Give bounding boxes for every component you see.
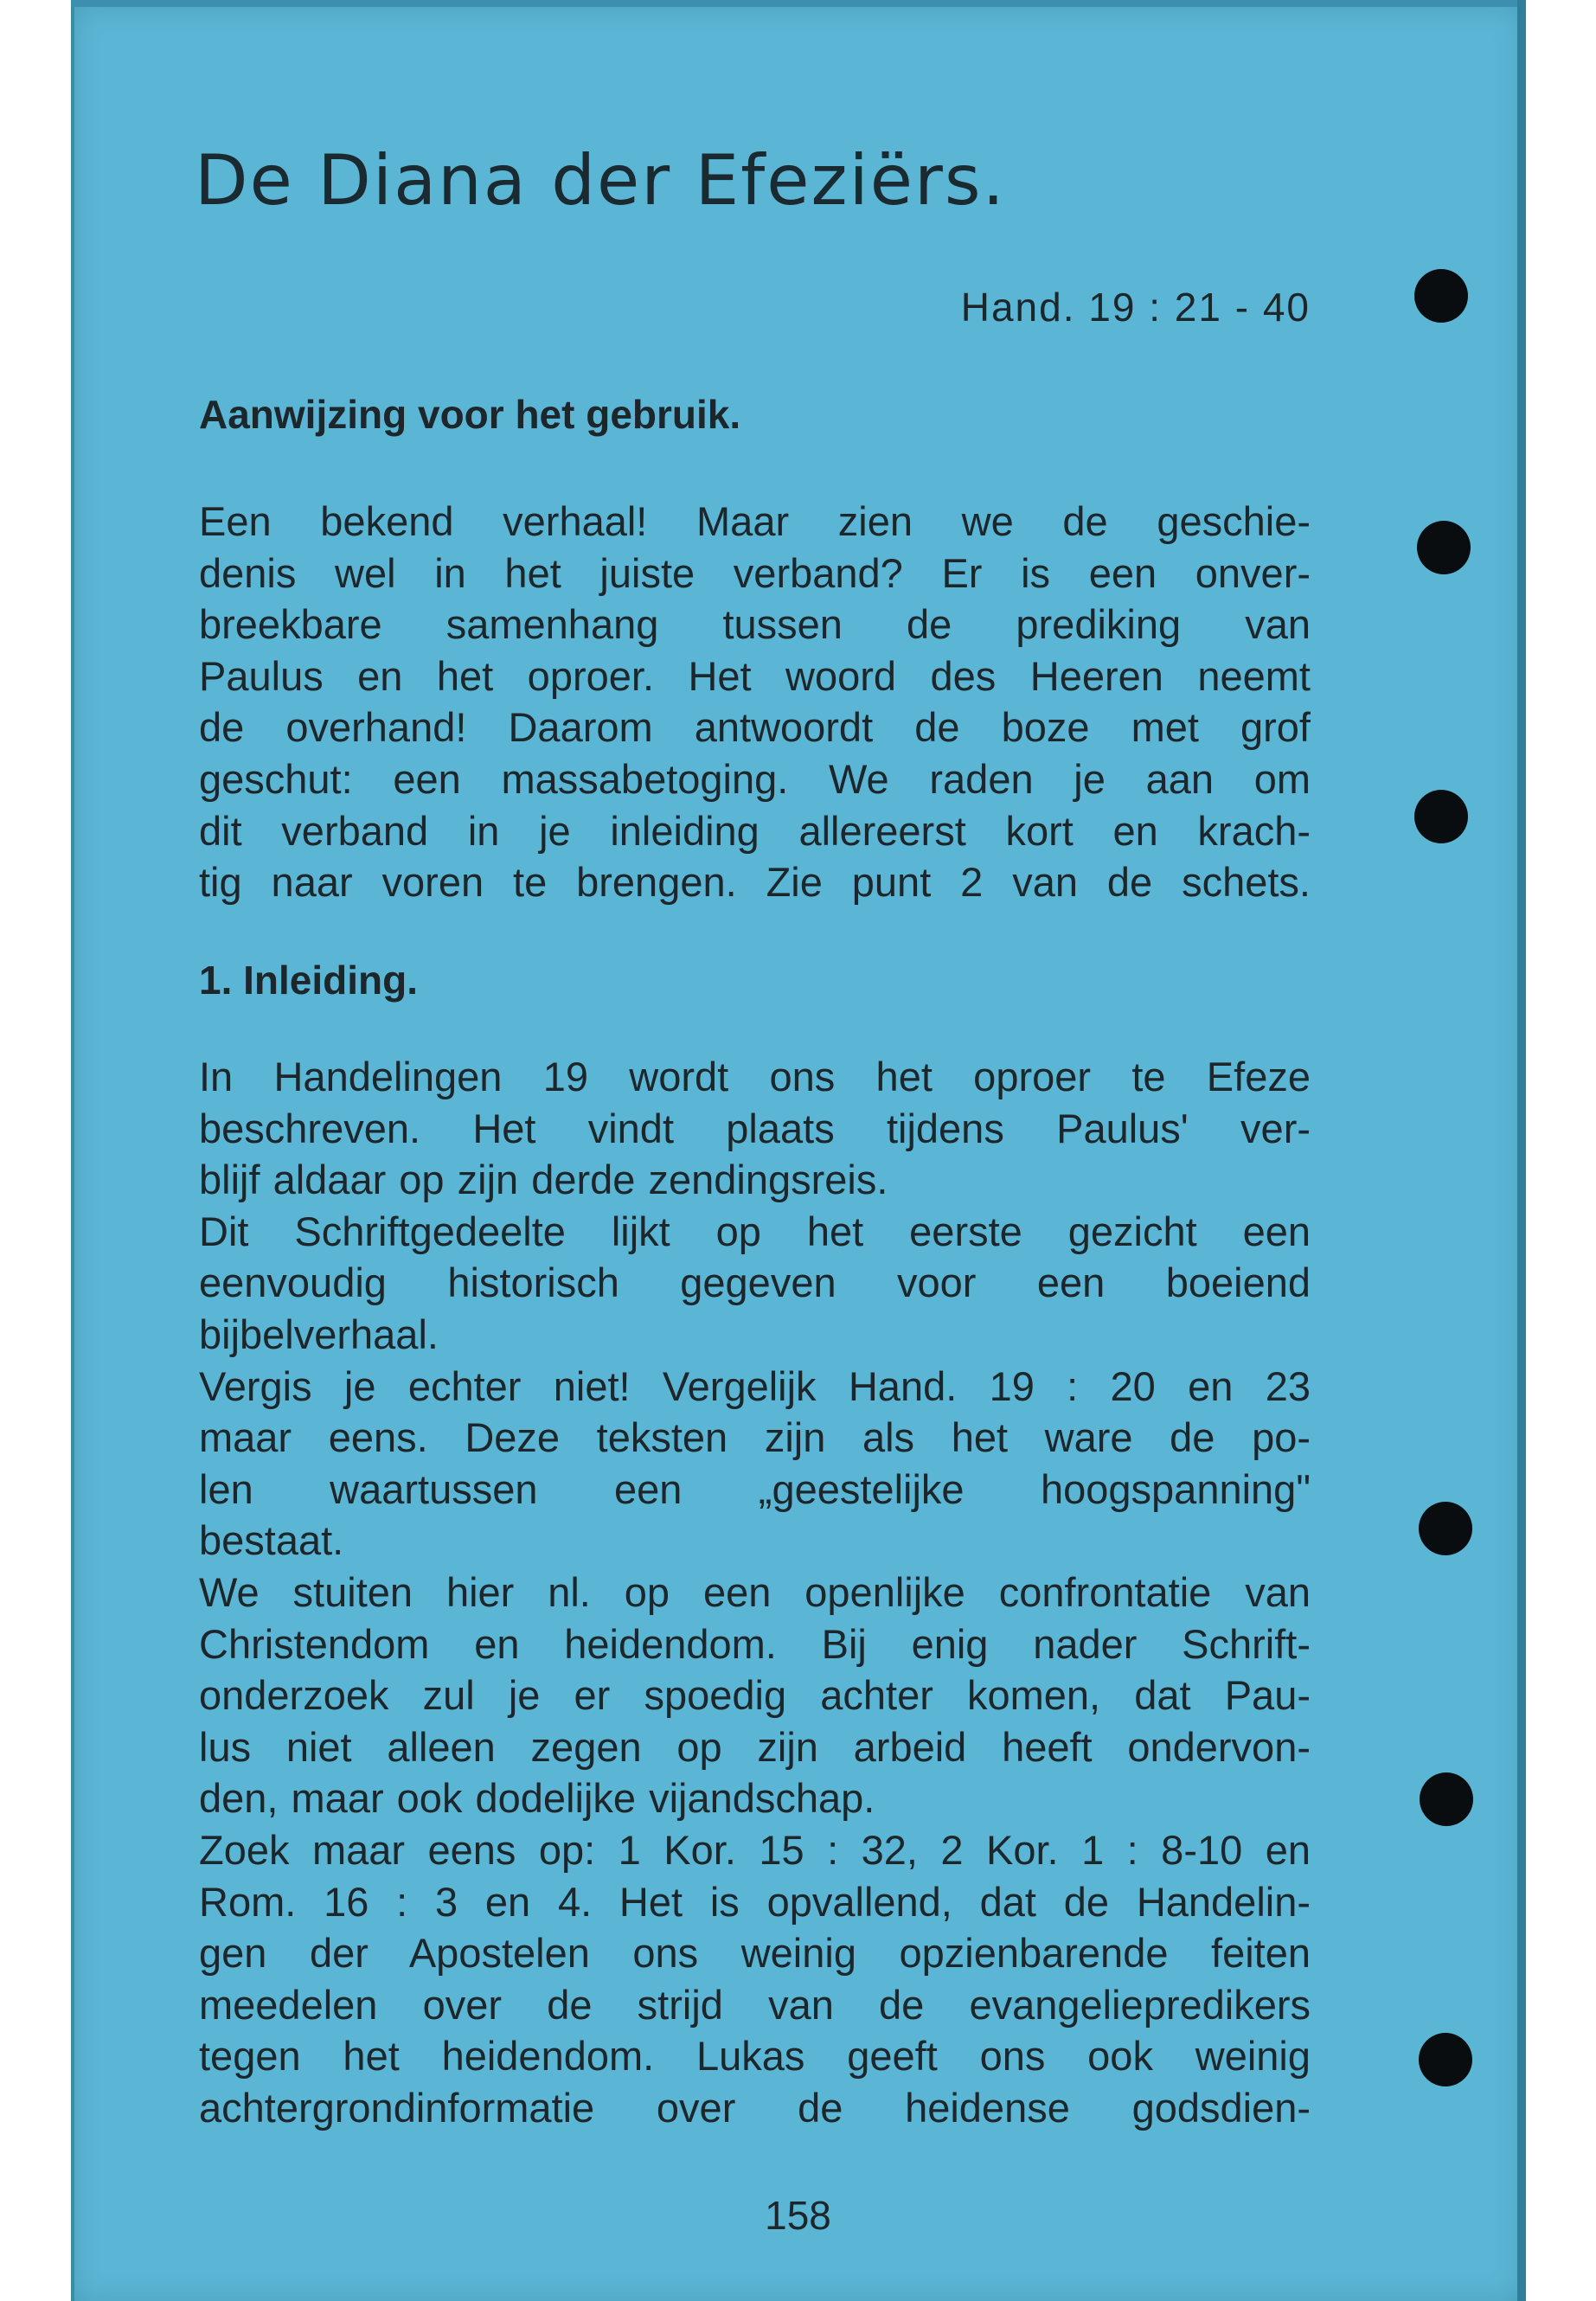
intro-line: maar eens. Deze teksten zijn als het ware de po- bbox=[199, 1414, 1311, 1461]
intro-line: Vergis je echter niet! Vergelijk Hand. 19 : 20 en 23 bbox=[199, 1362, 1311, 1409]
page-right-edge bbox=[1517, 0, 1526, 2301]
page-number: 158 bbox=[765, 2193, 831, 2238]
punch-hole-icon bbox=[1414, 269, 1468, 323]
intro-line: len waartussen een „geestelijke hoogspanning" bbox=[199, 1465, 1311, 1512]
usage-line: Paulus en het oproer. Het woord des Heeren neemt bbox=[199, 652, 1311, 699]
punch-hole-icon bbox=[1420, 1772, 1473, 1826]
usage-line: breekbare samenhang tussen de prediking van bbox=[199, 601, 1311, 648]
intro-line: blijf aldaar op zijn derde zendingsreis. bbox=[199, 1157, 888, 1203]
intro-line: onderzoek zul je er spoedig achter komen, dat Pau- bbox=[199, 1672, 1311, 1719]
intro-line: Rom. 16 : 3 en 4. Het is opvallend, dat de Handelin- bbox=[199, 1878, 1311, 1925]
page-title: De Diana der Efeziërs. bbox=[195, 140, 1006, 221]
intro-line: meedelen over de strijd van de evangeliepredikers bbox=[199, 1981, 1311, 2028]
intro-heading: 1. Inleiding. bbox=[199, 958, 419, 1003]
intro-line: Christendom en heidendom. Bij enig nader Schrift- bbox=[199, 1620, 1311, 1667]
usage-line: Een bekend verhaal! Maar zien we de geschie- bbox=[199, 498, 1311, 544]
intro-line: We stuiten hier nl. op een openlijke confrontatie van bbox=[199, 1568, 1311, 1615]
intro-line: eenvoudig historisch gegeven voor een boeiend bbox=[199, 1259, 1311, 1306]
page-top-edge bbox=[71, 0, 1526, 7]
intro-line: beschreven. Het vindt plaats tijdens Paulus' ver- bbox=[199, 1105, 1311, 1151]
usage-paragraph bbox=[199, 496, 1311, 908]
scripture-reference: Hand. 19 : 21 - 40 bbox=[960, 285, 1311, 330]
punch-hole-icon bbox=[1419, 1502, 1472, 1555]
intro-line: tegen het heidendom. Lukas geeft ons ook weinig bbox=[199, 2033, 1311, 2080]
intro-line: bijbelverhaal. bbox=[199, 1311, 439, 1357]
usage-line: de overhand! Daarom antwoordt de boze met grof bbox=[199, 704, 1311, 751]
intro-line: achtergrondinformatie over de heidense godsdien- bbox=[199, 2084, 1311, 2131]
intro-paragraph bbox=[199, 1051, 1311, 2133]
intro-line: bestaat. bbox=[199, 1517, 344, 1564]
intro-line: lus niet alleen zegen op zijn arbeid heeft ondervon- bbox=[199, 1723, 1311, 1770]
intro-line: gen der Apostelen ons weinig opzienbarende feiten bbox=[199, 1930, 1311, 1977]
usage-line: geschut: een massabetoging. We raden je aan om bbox=[199, 755, 1311, 802]
punch-hole-icon bbox=[1419, 2033, 1472, 2086]
punch-hole-icon bbox=[1417, 521, 1471, 574]
intro-line: Dit Schriftgedeelte lijkt op het eerste gezicht een bbox=[199, 1208, 1311, 1254]
intro-line: In Handelingen 19 wordt ons het oproer te Efeze bbox=[199, 1054, 1311, 1099]
usage-line: denis wel in het juiste verband? Er is een onver- bbox=[199, 549, 1311, 596]
usage-line: tig naar voren te brengen. Zie punt 2 van de schets. bbox=[199, 859, 1311, 906]
punch-hole-icon bbox=[1414, 790, 1468, 843]
usage-line: dit verband in je inleiding allereerst kort en krach- bbox=[199, 807, 1311, 854]
intro-line: den, maar ook dodelijke vijandschap. bbox=[199, 1775, 875, 1822]
usage-heading: Aanwijzing voor het gebruik. bbox=[199, 392, 741, 437]
intro-line: Zoek maar eens op: 1 Kor. 15 : 32, 2 Kor. 1 : 8-10 en bbox=[199, 1826, 1311, 1873]
